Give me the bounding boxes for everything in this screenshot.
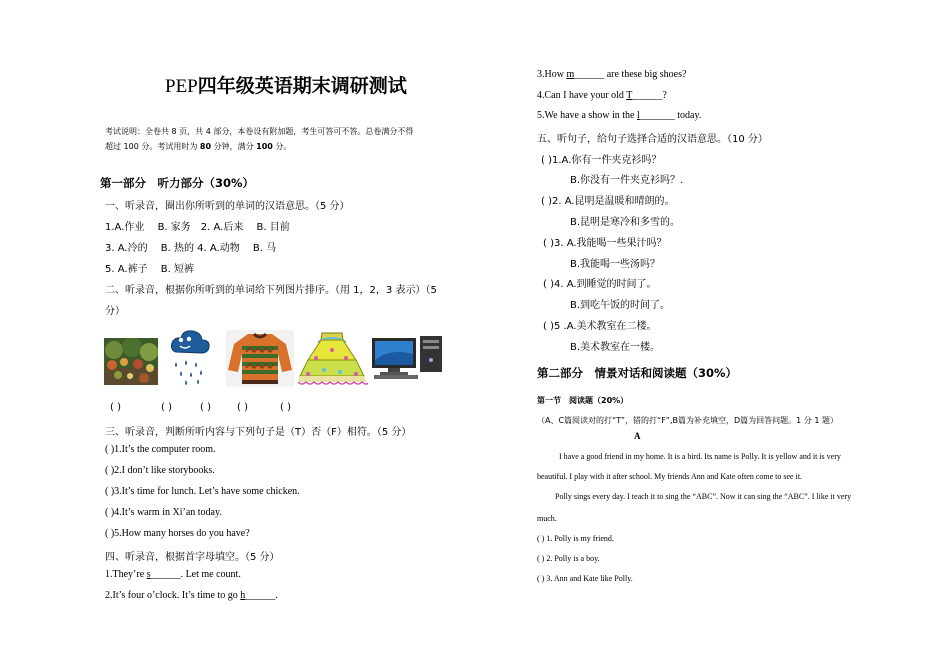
fill-item-5: 5.We have a show in the l_______ today. [537,110,702,121]
fill-item-2: 2.It’s four o’clock. It’s time to go h______. [105,590,278,601]
reading-question-3: ( ) 3. Ann and Kate like Polly. [537,574,633,583]
section-1-title: 第一节 阅读题（20%） [537,396,629,405]
choice-5b: B.美术教室在一楼。 [570,342,661,353]
section5-title: 五、听句子，给句子选择合适的汉语意思。（10 分） [537,134,768,145]
tf-item-5: ( )5.How many horses do you have? [105,528,250,539]
section1-row-1: 1.A.作业 B. 家务 2. A.后来 B. 目前 [105,222,290,233]
exam-instructions-line2: 超过 100 分。考试用时为 80 分钟，满分 100 分。 [105,142,292,151]
exam-instructions-line1: 考试说明：全卷共 8 页，共 4 部分，本卷设有附加题，考生可答可不答。总卷满分不得 [105,127,414,136]
tf-item-3: ( )3.It’s time for lunch. Let’s have some chicken. [105,486,300,497]
section3-title: 三、听录音，判断所听内容与下列句子是（T）否（F）相符。（5 分） [105,427,412,438]
picture-blank-5[interactable]: ( ) [280,402,291,413]
passage-line-3: Polly sings every day. I teach it to sing the “ABC”. Now it can sing the “ABC”. I like it very [555,492,852,501]
choice-4b: B.到吃午饭的时间了。 [570,300,671,311]
choice-5a: ( )5 .A.美术教室在二楼。 [543,321,657,332]
title-cn: 四年级英语期末调研测试 [197,75,407,97]
section1-row-2: 3. A.冷的 B. 热的 4. A.动物 B. 马 [105,243,277,254]
reading-question-2: ( ) 2. Polly is a boy. [537,554,600,563]
choice-2a: ( )2. A.昆明是温暖和晴朗的。 [541,196,675,207]
picture-blank-3[interactable]: ( ) [200,402,211,413]
passage-line-2: beautiful. I play with it after school. My friends Ann and Kate often come to see it. [537,472,803,481]
tf-item-1: ( )1.It’s the computer room. [105,444,216,455]
page-title [165,71,407,98]
picture-blank-2[interactable]: ( ) [161,402,172,413]
passage-line-4: much. [537,514,557,523]
skirt-icon [296,330,368,388]
part1-heading: 第一部分 听力部分（30%） [100,176,255,190]
picture-blank-4[interactable]: ( ) [237,402,248,413]
fill-item-3: 3.How m______ are these big shoes? [537,69,687,80]
section2-title-cont: 分） [105,306,125,317]
garden-photo-icon [104,338,158,385]
section4-title: 四、听录音，根据首字母填空。（5 分） [105,552,280,563]
fill-item-4: 4.Can I have your old T______? [537,90,667,101]
choice-1a: ( )1.A.你有一件夹克衫吗？ [541,155,662,166]
passage-label: A [634,431,641,441]
rain-cloud-icon [168,326,212,386]
passage-line-1: I have a good friend in my home. It is a bird. Its name is Polly. It is yellow and it is very [559,452,841,461]
title-latin: PEP [165,76,198,97]
reading-note: （A、C篇阅读对的打“T”，错的打“F”,B篇为补充填空，D篇为回答问题。1 分 1 题） [537,416,838,425]
choice-3a: ( )3. A.我能喝一些果汁吗？ [543,238,667,249]
choice-3b: B.我能喝一些汤吗？ [570,259,661,270]
sweater-icon [226,330,294,387]
part2-heading: 第二部分 情景对话和阅读题（30%） [537,366,738,380]
choice-2b: B.昆明是寒冷和多雪的。 [570,217,681,228]
choice-1b: B.你没有一件夹克衫吗？. [570,175,684,186]
section2-title: 二、听录音，根据你所听到的单词给下列图片排序。（用 1，2，3 表示）（5 [105,285,437,296]
picture-blank-1[interactable]: ( ) [110,402,121,413]
section1-title: 一、听录音，圈出你所听到的单词的汉语意思。（5 分） [105,201,350,212]
choice-4a: ( )4. A.到睡觉的时间了。 [543,279,657,290]
reading-question-1: ( ) 1. Polly is my friend. [537,534,614,543]
section1-row-3: 5. A.裤子 B. 短裤 [105,264,194,275]
tf-item-2: ( )2.I don’t like storybooks. [105,465,215,476]
tf-item-4: ( )4.It’s warm in Xi’an today. [105,507,222,518]
fill-item-1: 1.They’re s______. Let me count. [105,569,241,580]
computer-icon [370,330,448,380]
